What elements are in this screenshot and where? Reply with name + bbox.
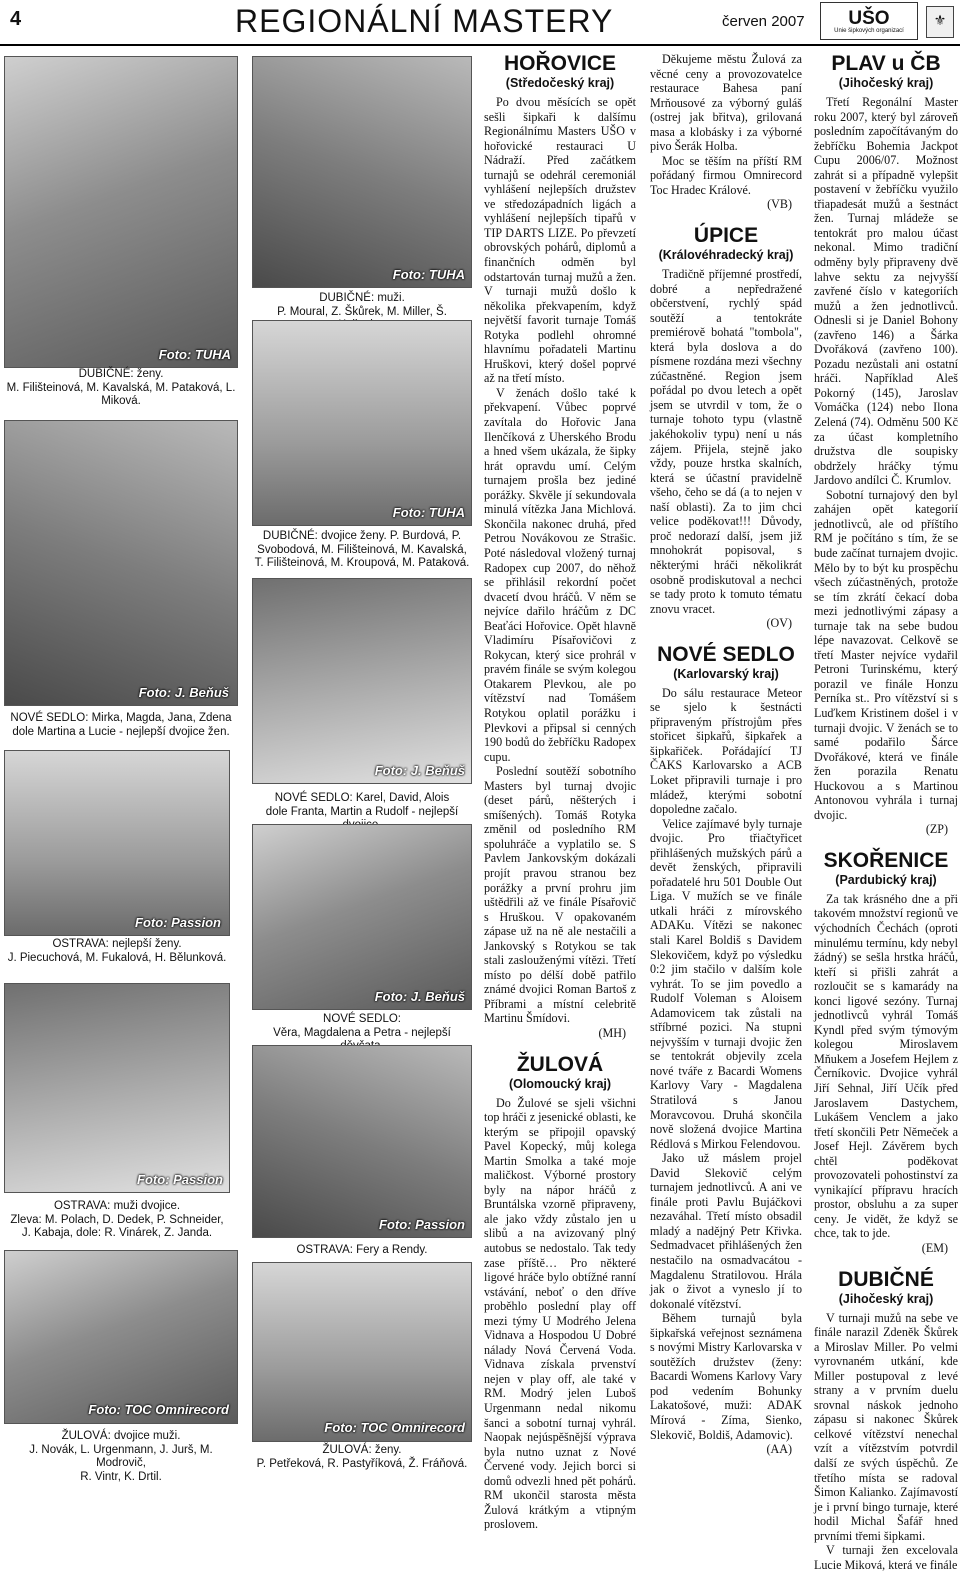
photo-credit: Foto: TOC Omnirecord <box>324 1420 465 1435</box>
photo-caption: DUBIČNÉ: muži. P. Moural, Z. Škůrek, M. Miller, Š. <box>277 292 447 318</box>
header-rule <box>0 44 960 46</box>
article-paragraph: Třetí Regonální Master roku 2007, který byl zároveň posledním započítávaným do žebříčku Bohemia Jackpot Cupu 2006/07. Možnost zahrát si a případně vylepšit postavení v žebříčku využilo třiapadesát mužů a šestnáct žen. Turnaj mládeže se tentokrát pro malou účast nekonal. Mimo tradiční odměny byly připraveny dvě lahve sektu za nejvyšší zavřené číslo v kategoriích mužů a žen jednotlivců. Odnesli si je Daniel Bohony (zavřeno 146) a Šárka Dvořáková (zavřeno 100). Pozadu nezůstali ani ostatní hráči. Například Aleš Pokorný (145), Jaroslav Vomáčka (124) nebo Ilona Zelená (74). Odměnu 500 Kč za účast kompletního družstva dle soupisky obdržely hráčky týmu Jardovo andílci Č. Krumlov. <box>814 95 958 488</box>
article-paragraph: Za tak krásného dne a při takovém množství regionů ve východních Čechách (oproti minulému termínu, kdy nebyl žádný) se sešla hrstka hráčů, kteří si přišli zahrát a rozloučit se s kamarády na konci ligové sezóny. Turnaj jednotlivců vyhrál Tomáš Kyndl před svým týmovým kolegou Miroslavem Mňukem a Josefem Hejlem z Černíkovic. Dvojice vyhrál Jiří Sehnal, Jiří Učík před Jaroslavem Dastychem, Lukášem Venclem a jako třetí skončili Petr Němeček a Josef Hejl. Závěrem bych chtěl poděkovat provozovateli pohostinství za vynikající přípravu hracích prostor, obsluhu a za super ceny. Je vidět, že když se chce, tak to jde. <box>814 891 958 1241</box>
photo-dubicne-zeny <box>4 56 238 368</box>
article-signature: (AA) <box>766 1442 792 1457</box>
photo-nove-sedlo-zeny <box>4 420 238 706</box>
photo-caption: ŽULOVÁ: dvojice muži. J. Novák, L. Urgenmann, J. Jurš, M. Modrovič, R. Vintr, K. Drtil. <box>29 1430 213 1483</box>
photo-credit: Foto: TUHA <box>392 505 465 520</box>
article-title: ŽULOVÁ <box>516 1052 604 1076</box>
article-paragraph: Moc se těším na příští RM pořádaný firmou Omnirecord Toc Hradec Králové. <box>650 153 802 197</box>
photo-credit: Foto: Passion <box>137 1172 223 1187</box>
article-paragraph: Jako už máslem projel David Slekovič celým turnajem jednotlivců. A ani ve finále proti Pavlu Bujáčkovi nezaváhal. Třetí místo obsadil mladý a nadějný Petr Křivka. Sedmadvacet přihlášených žen nestačilo na osmadvacátou - Magdalenu Stratilovou. Hrála jak o život a vyneslo jí to dokonalé vítězství. <box>650 1151 802 1311</box>
photo-caption: NOVÉ SEDLO: Karel, David, Alois dole Franta, Martin a Rudolf - nejlepší <box>265 792 459 818</box>
page-number: 4 <box>10 8 22 30</box>
logo-subtitle: Unie šipkových organizací <box>834 27 904 34</box>
uso-logo <box>820 2 918 40</box>
article-paragraph: Sobotní turnajový den byl zahájen opět kategorií jednotlivců, ale od příštího RM je počítáno s tím, že se bude začínat turnajem dvojic. Mělo by to být ku prospěchu všech zúčastněných, protože se tím zkrátí čekací doba mezi jednotlivými zápasy a turnaje tak na sebe budou lépe navazovat. Celkově se třetí Master nejvíce vydařil Petroni Turinskému, který porazil ve finále Honzu Perníka st.. Pro vítězství si s Luďkem Kristinem došel i v turnaji dvojic. V ženách se to samé podařilo Šárce Dvořákové, která ve finále žen porazila Renatu Huckovou a s Martinou Antonovou vyhrála i turnaj dvojic. <box>814 487 958 822</box>
article-paragraph: Do sálu restaurace Meteor se sjelo k šestnácti připraveným přístrojům přes stořicet šipkařů, šipkařek a šipkařiček. Pořádající TJ ČAKS Karlovarsko a ACB Loket připravili turnaje i pro mládež, kterými sobotní dopoledne začalo. <box>650 685 802 817</box>
article-paragraph: Poslední soutěží sobotního Masters byl turnaj dvojic (deset párů, něšterých i smíšených). Tomáš Rotyka změnil od posledního RM spoluhráče a vyplatilo se. S Pavlem Jankovským dokázali projít pravou stranou bez porážky a první prohru jim uštědřili až ve finále Písařovič s Hruškou. V opakovaném zápase už na ně ale nestačili a Jankovský s Rotykou se tak stali zaslouženými vítězi. Třetí místo po délší době patřilo známé dvojici Roman Bartoš z Příbrami a místní celebritě Martinu Šmídovi. <box>484 764 636 1026</box>
article-plav <box>814 52 958 837</box>
article-paragraph: V turnaji mužů na sebe ve finále narazil Zdeněk Škůrek a Miroslav Miller. Po velmi vyrovnaném utkání, kde Miller postupoval z levé strany a v prvním duelu srovnal náskok jednoho zápasu si nakonec Škůrek celkové vítězství nenechal vzít a vítězstvím potvrdil další ze svých úspěchů. Ze třetího místa se radoval Šimon Kalianko. Zajímavostí je i první bingo turnaje, které hodil Michal Šafář hned prvními třemi šipkami. <box>814 1310 958 1543</box>
article-nove-sedlo <box>650 643 802 1457</box>
article-title: NOVÉ SEDLO <box>657 642 795 666</box>
article-zulova <box>484 1053 636 1532</box>
article-region: (Středočeský kraj) <box>505 76 615 90</box>
photo-credit: Foto: J. Beňuš <box>374 763 465 778</box>
photo-caption: DUBIČNÉ: ženy. M. Filišteinová, M. Kavalská, M. Pataková, L. Miková. <box>6 368 236 407</box>
article-paragraph: Během turnajů byla šipkařská veřejnost seznámena s novými Mistry Karlovarska v soutěžích družstev (ženy: Bacardi Womens Karlovy Vary pod vedením Bohunky Lakatošové, muži: ADAK Mírová - Zíma, Sienko, Slekovič, Boldiš, Adamovic). <box>650 1311 802 1442</box>
text-column-2 <box>650 52 802 1472</box>
article-horovice <box>484 52 636 1041</box>
photo-zulova-zeny <box>252 1262 472 1442</box>
photo-nove-sedlo-muzi <box>252 578 472 784</box>
article-region: (Karlovarský kraj) <box>673 666 779 681</box>
article-region: (Pardubický kraj) <box>835 872 937 887</box>
article-signature: (EM) <box>921 1241 948 1256</box>
article-upice <box>650 224 802 631</box>
article-region: (Jihočeský kraj) <box>838 76 934 90</box>
photo-credit: Foto: TOC Omnirecord <box>88 1402 229 1417</box>
article-signature: (OV) <box>766 616 792 631</box>
article-paragraph: Po dvou měsících se opět sešli šipkaři k dalšímu Regionálnímu Masters UŠO v hořovické restauraci U Nádraží. Před začátkem turnajů se odehrál ceremoniál vyhlášení nejlepších družstev ve středozápadních ligách a vyhlášení nejlepších tipařů v TIP DARTS LIZE. Po převzetí obrovských pohárů, diplomů a finančních odměn byl odstartován turnaj mužů a žen. V turnaji mužů došlo k několika překvapením, když největší favorit turnaje Tomáš Rotyka podlehl ohromné hlavnímu pořadateli Martinu Hruškovi, který došel poprvé až na třetí místo. <box>484 95 636 386</box>
photo-credit: Foto: TUHA <box>158 347 231 362</box>
article-paragraph: V turnaji žen excelovala Lucie Miková, která ve finále <box>814 1543 958 1572</box>
article-title: SKOŘENICE <box>823 848 949 872</box>
photo-caption: NOVÉ SEDLO: Mirka, Magda, Jana, Zdena dole Martina a Lucie - nejlepší dvojice žen. <box>10 712 232 738</box>
photo-credit: Foto: Passion <box>135 915 221 930</box>
issue-date: červen 2007 <box>722 13 805 30</box>
article-paragraph: Velice zajímavé byly turnaje dvojic. Pro třiačtyřicet přihlášených mužských párů a devět ženských, připravili pořadatelé hru 501 Double Out Liga. V mužích se ve finále utkali hráči z mírovského ADAKu. Vítězi se nakonec stali Karel Boldiš s Davidem Slekovičem, když po výsledku 0:2 jim stačilo v dalším kole vyhrát. To se jim povedlo a Rudolf Voleman s Aloisem Adamovicem tak zůstali na stříbrné pozici. Na stupni nejvyšším v turnaji dvojic žen se tentokrát objevily zcela nové tváře z Bacardi Womens Karlovy Vary - Magdalena Stratilová s Janou Moravcovou. Druhá skončila nově složená dvojice Martina Rédlová s Mirkou Felendovou. <box>650 816 802 1151</box>
article-signature: (ZP) <box>925 822 948 837</box>
photo-caption: OSTRAVA: muži dvojice. Zleva: M. Polach, D. Dedek, P. Schneider, J. Kabaja, dole: R. Vinárek, Z. Janda. <box>10 1200 224 1239</box>
photo-ostrava-fery-rendy <box>252 1045 472 1238</box>
photo-caption: DUBIČNÉ: dvojice ženy. P. Burdová, P. Svobodová, M. Filišteinová, M. Kavalská, T. Filišteinová, M. Kroupová, M. Pataková. <box>254 530 470 569</box>
article-paragraph: Do Žulové se sjeli všichni top hráči z jesenické oblasti, ke kterým se připojil opavský Pavel Kopecký, můj kolega Martin Smolka a také moje maličkost. Výborné prostory byly na nápor hráčů z Bruntálska vzorně připraveny, ale jako vždy zůstalo jen u slibů a na avizovaný plný autobus se nedostalo. Tak tedy zase příště… Pro některé ligové hráče bylo obtížné ranní vstávání, neboť o den dříve proběhlo poslední play off mezi týmy U Modrého Jelena Vidnava a Hospodou U Dobré nálady Nová Červená Voda. Vidnava získala prvenství nejen v play off, ale také v RM. Modrý jelen Luboš Urgenmann nedal nikomu šanci a sobotní turnaj vyhrál. Naopak nejúspěšnější výprava byla nutno uznat z Nové Červené vody. Jejich borci si domů odvezli hned pět pohárů. RM ukončil starosta města Žulová krátkým a vtipným proslovem. <box>484 1095 636 1532</box>
text-column-3 <box>814 52 958 1572</box>
article-title: DUBIČNÉ <box>838 1267 934 1291</box>
article-title: PLAV u ČB <box>831 52 941 75</box>
photo-caption: NOVÉ SEDLO: Věra, Magdalena a Petra - nejlepší <box>273 1013 451 1039</box>
photo-credit: Foto: TUHA <box>392 267 465 282</box>
article-title: HOŘOVICE <box>503 52 616 75</box>
photo-credit: Foto: Passion <box>379 1217 465 1232</box>
photo-zulova-dvojice-muzi <box>4 1250 238 1424</box>
coat-of-arms-icon: ⚜ <box>926 6 954 38</box>
page-title: REGIONÁLNÍ MASTERY <box>235 3 614 39</box>
photo-caption: OSTRAVA: Fery a Rendy. <box>296 1244 428 1256</box>
article-paragraph: Tradičně příjemné prostředí, dobré a nepředražené občerstvení, rychlý spád soutěží a tentokráte premiérově bohatá "tombola", která byla doslova a do písmene rozdána mezi všechny zúčastněné. Region jsem pořádal po dvou letech a opět jsem se utvrdil v tom, že o turnaje tohoto typu (vlastně jakéhokoliv typu) není u nás zájem. Přijela, stejně jako vždy, pouze hrstka skalních, která se účastní pravidelně všeho, čeho se dá (a to nejen v naší oblasti). Za to jim chci velice poděkovat!!! Důvody, proč nedorazí další, jsem již mnohokrát popisoval, s některými hráči několikrát osobně prodiskutoval a nechci se tady proto k tomuto tématu znovu vracet. <box>650 267 802 616</box>
article-skorenice <box>814 849 958 1256</box>
article-signature: (MH) <box>598 1026 626 1040</box>
article-title: ÚPICE <box>693 224 759 248</box>
logo-text: UŠO <box>848 7 890 29</box>
photo-ostrava-muzi-dvojice <box>4 983 230 1193</box>
article-paragraph: Děkujeme městu Žulová za věcné ceny a provozovatelce restaurace Bahesa paní Mrňousové za výborný guláš (ostrej jak břitva), grilovaná masa a klobásky i za výborné pivo Šerák Holba. <box>650 52 802 154</box>
photo-ostrava-zeny <box>4 750 230 936</box>
photo-dubicne-dvojice-zeny <box>252 320 472 526</box>
photo-credit: Foto: J. Beňuš <box>138 685 229 700</box>
article-region: (Královéhradecký kraj) <box>658 248 794 263</box>
article-region: (Olomoucký kraj) <box>508 1076 612 1091</box>
photo-caption: OSTRAVA: nejlepší ženy. J. Piecuchová, M. Fukalová, H. Bělunková. <box>7 938 227 964</box>
photo-credit: Foto: J. Beňuš <box>374 989 465 1004</box>
article-region: (Jihočeský kraj) <box>838 1291 934 1306</box>
photo-dubicne-muzi <box>252 56 472 288</box>
article-signature: (VB) <box>767 197 792 212</box>
article-dubicne <box>814 1268 958 1572</box>
page-header <box>0 0 960 46</box>
photo-caption: ŽULOVÁ: ženy. P. Petřeková, R. Pastyříková, Ž. Fráňová. <box>256 1444 468 1470</box>
text-column-1 <box>484 52 636 1532</box>
article-paragraph: V ženách došlo také k překvapení. Vůbec poprvé zavítala do Hořovic Jana Ilenčíková z Uherského Brodu a hned všem ukázala, že šipky hrát opravdu umí. Celým turnajem prošla bez jediné porážky. Skvěle jí sekundovala minulá vítězka Jana Michlová. Skončila nakonec druhá, před Petrou Novákovou ze Strašic. Poté následoval vložený turnaj Radopex cup 2007, do něhož se přihlásil rekordní počet dvacetí dvou hráčů. V něm se nejvíce dařilo hráčům z DC Beaťáci Hořovice. Opět hlavně Vladimíru Písařovičovi z Rokycan, který sice prohrál v pravém finále se svým kolegou Otakarem Plevkou, ale po vítězství nad Tomášem Rotykou oplatil porážku i Plevkovi a připsal si cenných 190 bodů do žebříčku Radopex cupu. <box>484 385 636 764</box>
photo-nove-sedlo-devcata <box>252 824 472 1010</box>
